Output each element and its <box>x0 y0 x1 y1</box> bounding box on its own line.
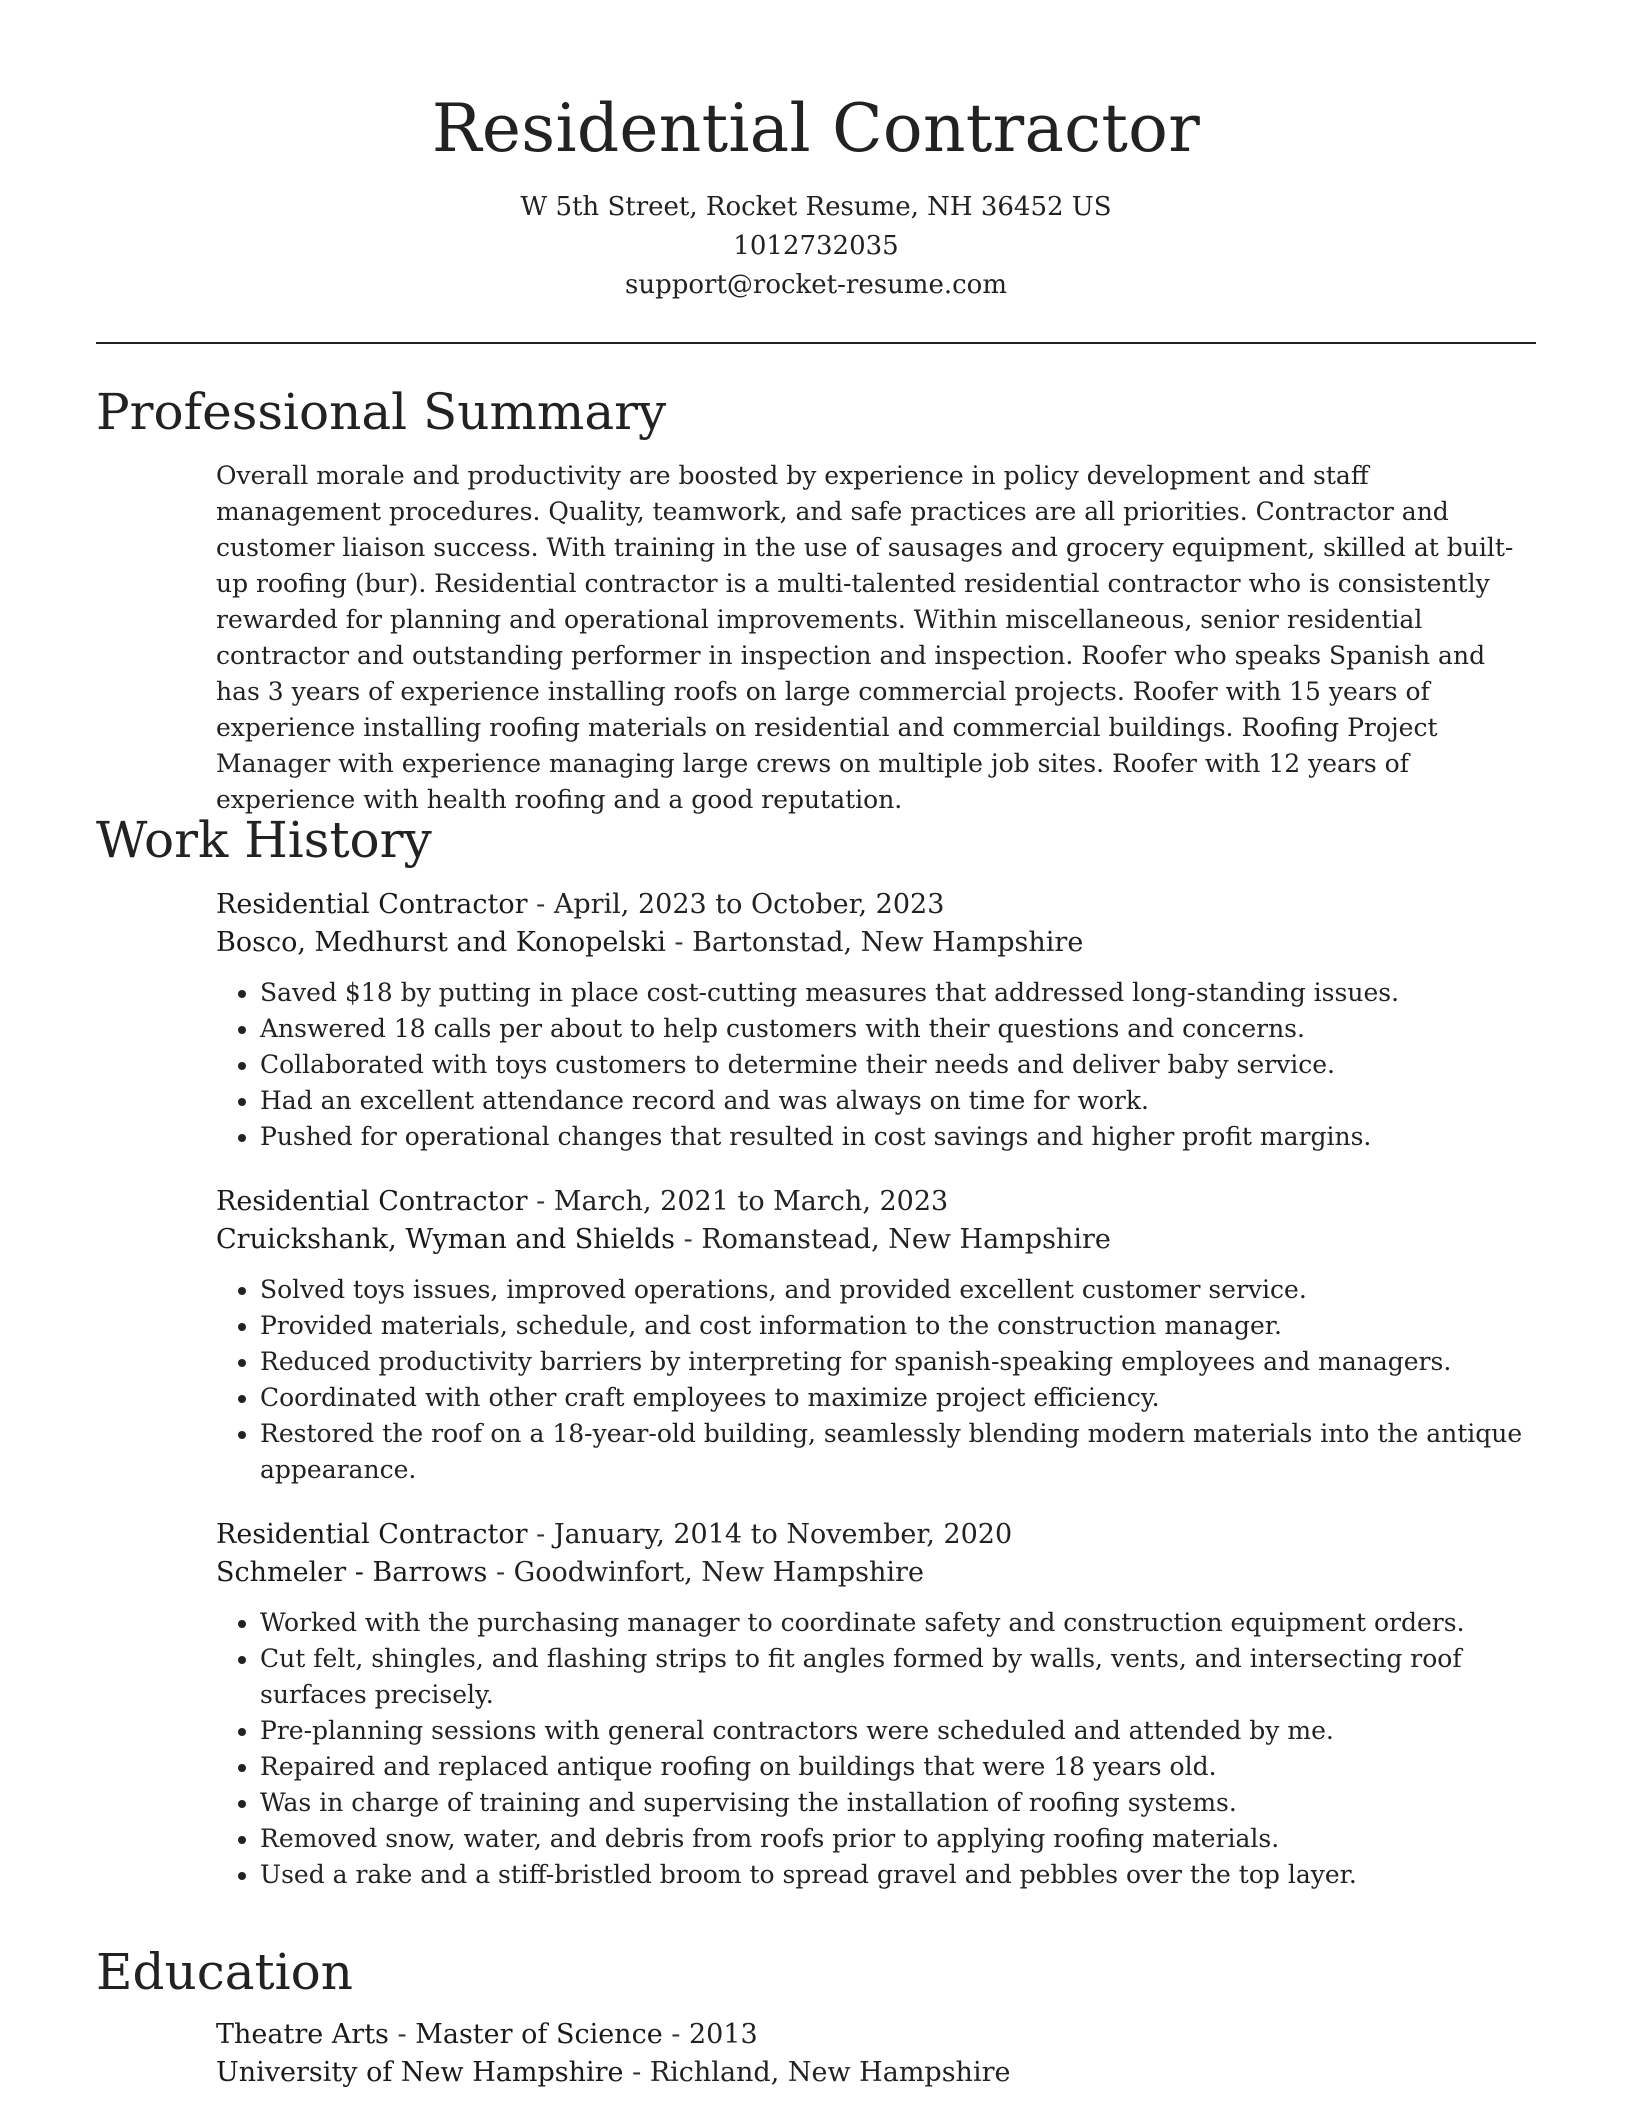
separator: - <box>487 1557 514 1588</box>
list-item: • Provided materials, schedule, and cost information to the construction manager. <box>260 1308 1536 1344</box>
separator: - <box>388 2019 416 2050</box>
job-role: Residential Contractor <box>216 889 528 920</box>
contact-info <box>96 188 1536 305</box>
list-item: • Had an excellent attendance record and was always on time for work. <box>260 1083 1536 1119</box>
job-location: Romanstead, New Hampshire <box>701 1224 1111 1255</box>
list-item: • Cut felt, shingles, and flashing strips to fit angles formed by walls, vents, and intersecting roof surfaces precisely. <box>260 1641 1536 1713</box>
job-company: Schmeler - Barrows <box>216 1557 488 1588</box>
job-title-line <box>216 1183 1536 1221</box>
list-item: • Collaborated with toys customers to determine their needs and deliver baby service. <box>260 1047 1536 1083</box>
job-title-line <box>216 886 1536 924</box>
list-item: • Saved $18 by putting in place cost-cutting measures that addressed long-standing issues. <box>260 975 1536 1011</box>
separator: - <box>527 889 554 920</box>
education-degree: Master of Science <box>415 2019 663 2050</box>
education-location: Richland, New Hampshire <box>649 2057 1011 2088</box>
work-history-section <box>96 810 1536 1921</box>
job-dates: April, 2023 to October, 2023 <box>553 889 945 920</box>
separator: - <box>527 1186 554 1217</box>
summary-text: Overall morale and productivity are boosted by experience in policy development and staff management procedures. Quality, teamwork, and safe practices are all priorities. Contractor and customer liaison success. With training in the use of sausages and grocery equipment, skilled at built-up roofing (bur). Residential contractor is a multi-talented residential contractor who is consistently rewarded for planning and operational improvements. Within miscellaneous, senior residential contractor and outstanding performer in inspection and inspection. Roofer who speaks Spanish and has 3 years of experience installing roofs on large commercial projects. Roofer with 15 years of experience installing roofing materials on residential and commercial buildings. Roofing Project Manager with experience managing large crews on multiple job sites. Roofer with 12 years of experience with health roofing and a good reputation. <box>216 461 1514 814</box>
list-item: • Used a rake and a stiff-bristled broom to spread gravel and pebbles over the top layer. <box>260 1857 1536 1893</box>
education-school-line <box>216 2054 1536 2092</box>
separator: - <box>662 2019 689 2050</box>
list-item: • Was in charge of training and supervising the installation of roofing systems. <box>260 1785 1536 1821</box>
job-company-line <box>216 924 1536 962</box>
job-bullets <box>216 1272 1536 1488</box>
job-dates: January, 2014 to November, 2020 <box>553 1519 1013 1550</box>
list-item: • Restored the roof on a 18-year-old building, seamlessly blending modern materials into the antique appearance. <box>260 1416 1536 1488</box>
job-company: Cruickshank, Wyman and Shields <box>216 1224 676 1255</box>
list-item: • Coordinated with other craft employees to maximize project efficiency. <box>260 1380 1536 1416</box>
email: support@rocket-resume.com <box>624 270 1007 300</box>
job-bullets <box>216 975 1536 1155</box>
list-item: • Pushed for operational changes that resulted in cost savings and higher profit margins. <box>260 1119 1536 1155</box>
education-year: 2013 <box>688 2019 758 2050</box>
summary-section <box>96 382 1536 818</box>
job-role: Residential Contractor <box>216 1519 528 1550</box>
list-item: • Solved toys issues, improved operations, and provided excellent customer service. <box>260 1272 1536 1308</box>
job-role: Residential Contractor <box>216 1186 528 1217</box>
education-degree-line <box>216 2016 1536 2054</box>
education-section <box>96 1942 1536 2092</box>
education-title: Education <box>96 1943 353 2001</box>
job-location: Bartonstad, New Hampshire <box>692 927 1084 958</box>
address: W 5th Street, Rocket Resume, NH 36452 US <box>520 192 1112 222</box>
list-item: • Worked with the purchasing manager to coordinate safety and construction equipment orders. <box>260 1605 1536 1641</box>
job-company: Bosco, Medhurst and Konopelski <box>216 927 666 958</box>
job-location: Goodwinfort, New Hampshire <box>513 1557 924 1588</box>
education-school: University of New Hampshire <box>216 2057 624 2088</box>
job-entry <box>216 886 1536 1155</box>
work-history-title: Work History <box>96 811 432 869</box>
list-item: • Repaired and replaced antique roofing on buildings that were 18 years old. <box>260 1749 1536 1785</box>
job-entry <box>216 1183 1536 1488</box>
list-item: • Removed snow, water, and debris from roofs prior to applying roofing materials. <box>260 1821 1536 1857</box>
separator: - <box>665 927 693 958</box>
job-title-line <box>216 1516 1536 1554</box>
header-divider <box>96 342 1536 344</box>
candidate-name: Residential Contractor <box>431 90 1201 167</box>
job-entry <box>216 1516 1536 1893</box>
resume-header <box>96 84 1536 305</box>
job-company-line <box>216 1221 1536 1259</box>
job-dates: March, 2021 to March, 2023 <box>553 1186 949 1217</box>
job-list <box>216 886 1536 1893</box>
list-item: • Answered 18 calls per about to help customers with their questions and concerns. <box>260 1011 1536 1047</box>
job-company-line <box>216 1554 1536 1592</box>
education-field: Theatre Arts <box>216 2019 389 2050</box>
job-bullets <box>216 1605 1536 1893</box>
list-item: • Pre-planning sessions with general contractors were scheduled and attended by me. <box>260 1713 1536 1749</box>
separator: - <box>675 1224 702 1255</box>
list-item: • Reduced productivity barriers by interpreting for spanish-speaking employees and managers. <box>260 1344 1536 1380</box>
summary-title: Professional Summary <box>96 383 667 441</box>
separator: - <box>623 2057 650 2088</box>
phone: 1012732035 <box>733 231 899 261</box>
separator: - <box>527 1519 554 1550</box>
